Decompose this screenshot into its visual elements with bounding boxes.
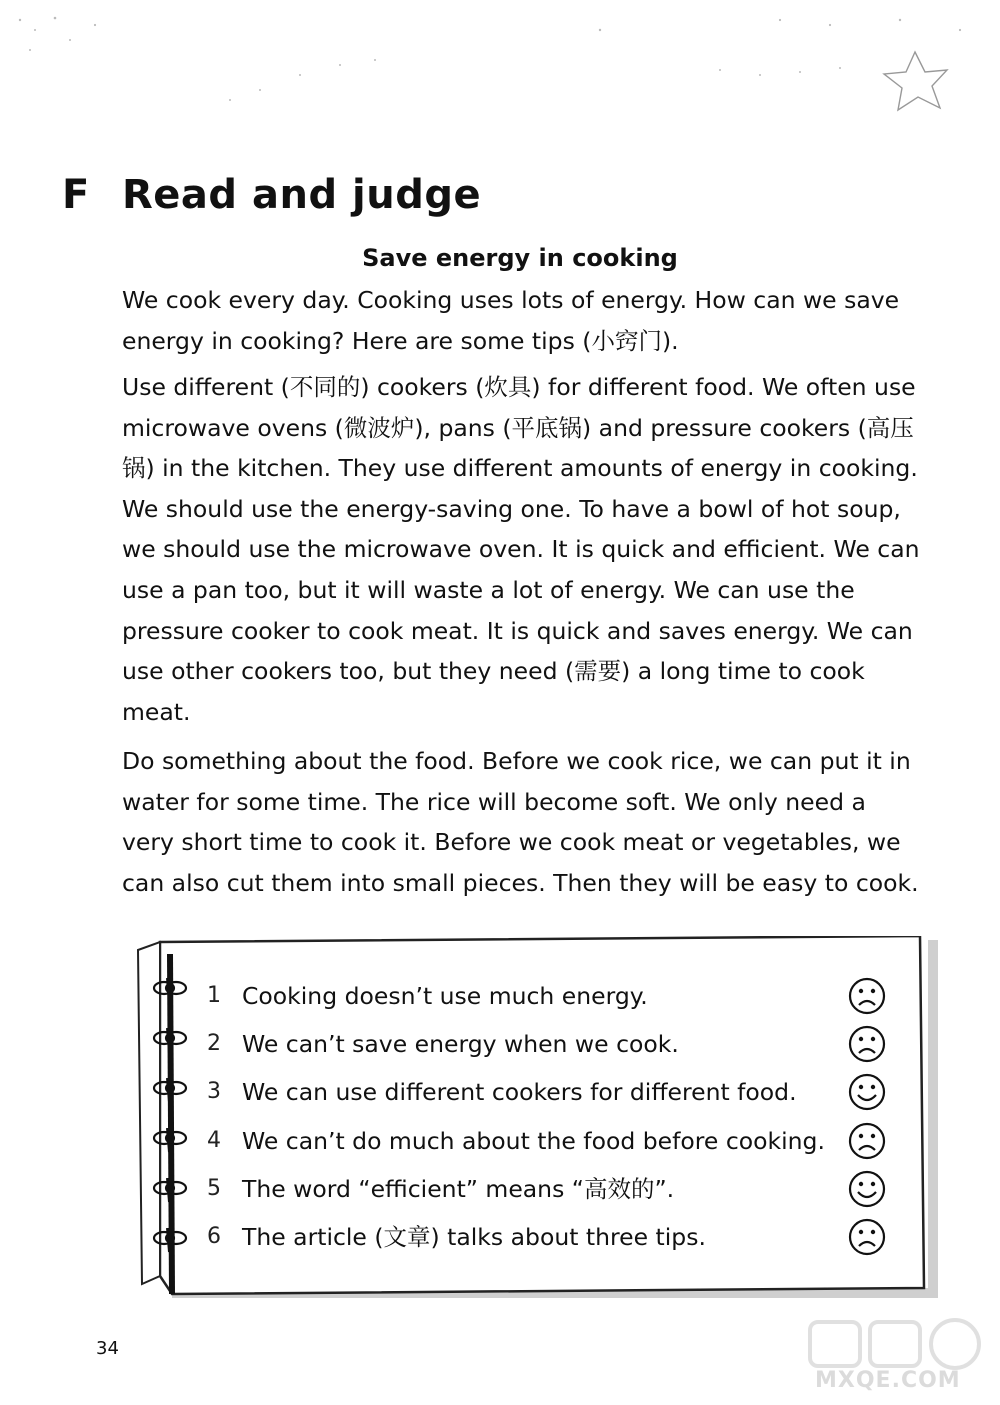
- star-decoration: [0, 0, 1000, 140]
- smiley-face-icon[interactable]: [847, 1072, 887, 1112]
- sad-face-icon[interactable]: [847, 1024, 887, 1064]
- statement-row: [202, 1217, 922, 1265]
- judgement-notebook: [132, 936, 938, 1306]
- article-paragraph: Do something about the food. Before we cook rice, we can put it in water for some time. The rice will become soft. We only need a very short time to cook it. Before we cook meat or vegetables, we can also cut them into small pieces. Then they will be easy to cook.: [122, 747, 919, 897]
- sad-face-icon[interactable]: [847, 1121, 887, 1161]
- statement-number: 2: [207, 1031, 221, 1057]
- page-number: 34: [96, 1338, 119, 1359]
- watermark-text: MXQE.COM: [815, 1368, 961, 1393]
- article-title: Save energy in cooking: [362, 244, 678, 272]
- statement-number: 5: [207, 1175, 221, 1201]
- article-paragraph: We cook every day. Cooking uses lots of energy. How can we save energy in cooking? Here are some tips (小窍门).: [122, 286, 900, 355]
- statement-row: [202, 1024, 922, 1072]
- statement-row: [202, 1121, 922, 1169]
- sad-face-icon[interactable]: [847, 976, 887, 1016]
- statement-row: [202, 1169, 922, 1217]
- statement-number: 3: [207, 1079, 221, 1105]
- statement-text: We can’t save energy when we cook.: [242, 1030, 679, 1059]
- statement-list: [202, 976, 922, 1265]
- statement-row: [202, 1072, 922, 1120]
- statement-text: Cooking doesn’t use much energy.: [242, 982, 648, 1010]
- statement-row: [202, 976, 922, 1024]
- statement-text: We can use different cookers for different food.: [242, 1078, 797, 1107]
- sad-face-icon[interactable]: [847, 1217, 887, 1257]
- section-heading: [62, 172, 481, 218]
- section-title: Read and judge: [122, 172, 482, 218]
- statement-text: The article (文章) talks about three tips.: [242, 1222, 706, 1251]
- statement-text: We can’t do much about the food before cooking.: [242, 1126, 825, 1155]
- spiral-binding: [142, 954, 202, 1294]
- statement-number: 1: [207, 983, 221, 1008]
- article-paragraph: Use different (不同的) cookers (炊具) for different food. We often use microwave ovens (微波炉), pans (平底锅) and pressure cookers (高压锅) in the kitchen. They use different amounts of energy in cooking. We should use the energy-saving one. To have a bowl of hot soup, we should use the microwave oven. It is quick and efficient. We can use a pan too, but it will waste a lot of energy. We can use the pressure cooker to cook meat. It is quick and saves energy. We can use other cookers too, but they need (需要) a long time to cook meat.: [122, 373, 920, 726]
- statement-number: 4: [207, 1127, 221, 1153]
- statement-text: The word “efficient” means “高效的”.: [242, 1174, 675, 1203]
- smiley-face-icon[interactable]: [847, 1169, 887, 1209]
- statement-number: 6: [207, 1223, 221, 1249]
- section-letter: F: [62, 172, 90, 218]
